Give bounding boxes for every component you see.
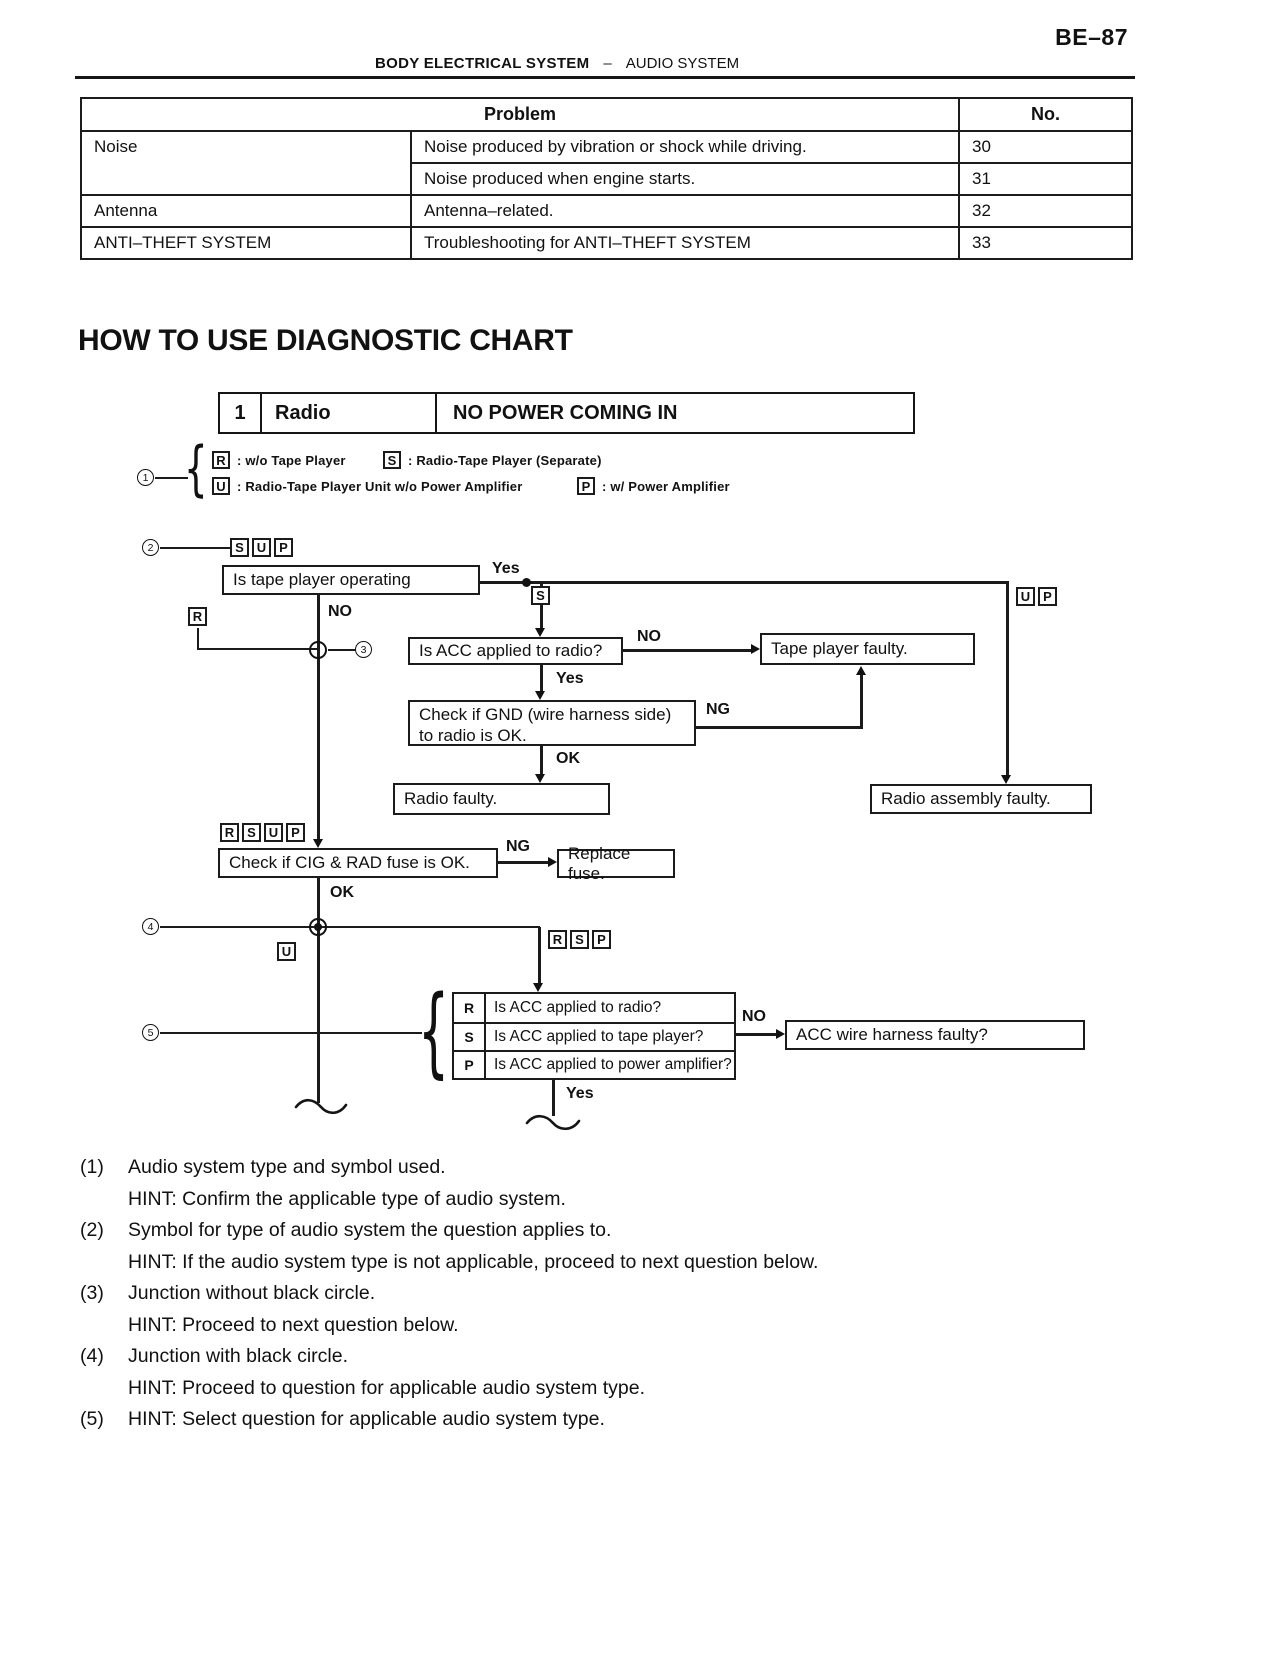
edge-label-yes: Yes: [492, 560, 520, 577]
callout-2: 2: [142, 539, 159, 556]
node-check-gnd-line2: to radio is OK.: [419, 726, 527, 745]
symbol-chip-u: U: [1016, 587, 1035, 606]
note-item: [80, 1404, 1210, 1436]
cell-no: 30: [959, 131, 1132, 163]
r-merge-line: [197, 648, 319, 650]
symbol-chip-s: S: [242, 823, 261, 842]
group-brace: {: [418, 975, 450, 1089]
running-header: [375, 55, 739, 72]
legend-label: : w/ Power Amplifier: [602, 479, 730, 494]
arrow-right-icon: [751, 644, 760, 654]
note-item: [80, 1278, 1210, 1310]
note-item: [80, 1215, 1210, 1247]
arrow-right-icon: [776, 1029, 785, 1039]
legend-brace: {: [184, 434, 208, 504]
yes-group-line: [552, 1080, 555, 1116]
r-stem-line: [197, 628, 199, 650]
chart-problem: NO POWER COMING IN: [453, 401, 678, 424]
up-branch-line: [1006, 581, 1009, 776]
edge-label-ng: NG: [506, 838, 530, 855]
note-hint: HINT: If the audio system type is not applicable, proceed to next question below.: [128, 1250, 819, 1273]
edge-label-yes: Yes: [566, 1085, 594, 1102]
node-group-questions: [452, 992, 736, 1080]
cell-category: Noise: [81, 131, 411, 195]
callout-3-line: [328, 649, 356, 651]
header-section: BODY ELECTRICAL SYSTEM: [375, 55, 590, 72]
edge-label-no: NO: [637, 628, 661, 645]
symbol-chip-p: P: [577, 477, 595, 495]
table-header-row: [81, 98, 1132, 131]
symbol-chip-u: U: [252, 538, 271, 557]
cell-description: Noise produced when engine starts.: [411, 163, 959, 195]
edge-label-ok: OK: [556, 750, 580, 767]
cell-no: 32: [959, 195, 1132, 227]
node-acc-radio: Is ACC applied to radio?: [408, 637, 623, 665]
symbol-chip-r: R: [548, 930, 567, 949]
note-number: (4): [80, 1345, 104, 1368]
no-branch-line: [317, 595, 320, 840]
page-number: BE–87: [1055, 24, 1128, 50]
arrow-down-icon: [535, 628, 545, 637]
note-hint: HINT: Proceed to next question below.: [128, 1313, 459, 1336]
legend-label: : Radio-Tape Player Unit w/o Power Amplifier: [237, 479, 523, 494]
arrow-up-icon: [856, 666, 866, 675]
edge-label-ng: NG: [706, 701, 730, 718]
no-group-line: [736, 1033, 778, 1036]
node-radio-faulty: Radio faulty.: [393, 783, 610, 815]
yes-acc-line: [540, 665, 543, 693]
cell-category: Antenna: [81, 195, 411, 227]
cell-no: 31: [959, 163, 1132, 195]
symbol-chip-u: U: [264, 823, 283, 842]
group-question: Is ACC applied to radio?: [494, 999, 662, 1016]
table-row: [81, 131, 1132, 163]
legend-label: : Radio-Tape Player (Separate): [408, 453, 602, 468]
note-number: (2): [80, 1219, 104, 1242]
junction-dot: [522, 578, 531, 587]
ng-fuse-line: [498, 861, 550, 864]
callout-5: 5: [142, 1024, 159, 1041]
table-row: [81, 195, 1132, 227]
group-row: [454, 1050, 734, 1078]
note-hint: HINT: Proceed to question for applicable audio system type.: [128, 1376, 646, 1399]
problem-table: [80, 97, 1133, 260]
arrow-down-icon: [313, 839, 323, 848]
node-tape-operating: Is tape player operating: [222, 565, 480, 595]
main-vertical-line: [317, 878, 320, 1103]
header-rule: [75, 76, 1135, 79]
callout-5-line: [160, 1032, 422, 1034]
col-header-problem: Problem: [81, 98, 959, 131]
node-check-fuse: Check if CIG & RAD fuse is OK.: [218, 848, 498, 878]
header-separator: –: [603, 55, 612, 72]
cell-description: Noise produced by vibration or shock while driving.: [411, 131, 959, 163]
rsp-branch-line: [538, 927, 541, 985]
col-header-no: No.: [959, 98, 1132, 131]
group-symbol-p: P: [454, 1052, 486, 1078]
section-title: HOW TO USE DIAGNOSTIC CHART: [78, 324, 573, 357]
node-replace-fuse: Replace fuse.: [557, 849, 675, 878]
edge-label-yes: Yes: [556, 670, 584, 687]
yes-line: [480, 581, 1008, 584]
edge-label-ok: OK: [330, 884, 354, 901]
callout-4-line: [160, 926, 540, 928]
note-item: [80, 1341, 1210, 1373]
symbol-chip-u: U: [277, 942, 296, 961]
symbol-chip-p: P: [1038, 587, 1057, 606]
note-text: Junction with black circle.: [128, 1345, 349, 1368]
cell-category: ANTI–THEFT SYSTEM: [81, 227, 411, 259]
cell-description: Troubleshooting for ANTI–THEFT SYSTEM: [411, 227, 959, 259]
chart-title-bar: [218, 392, 915, 434]
note-hint: HINT: Confirm the applicable type of audio system.: [128, 1187, 566, 1210]
junction-open: [309, 641, 327, 659]
callout-4: 4: [142, 918, 159, 935]
break-squiggle: [293, 1096, 349, 1116]
symbol-chip-u: U: [212, 477, 230, 495]
symbol-chip-r: R: [188, 607, 207, 626]
diagnostic-flowchart: [0, 390, 1280, 1152]
symbol-chip-s: S: [531, 586, 550, 605]
symbol-chip-p: P: [592, 930, 611, 949]
node-radio-assembly-faulty: Radio assembly faulty.: [870, 784, 1092, 814]
legend-label: : w/o Tape Player: [237, 453, 346, 468]
header-subsection: AUDIO SYSTEM: [625, 55, 740, 72]
note-text: Symbol for type of audio system the question applies to.: [128, 1219, 612, 1242]
symbol-chip-p: P: [274, 538, 293, 557]
no-acc-line: [623, 649, 753, 652]
symbol-chip-r: R: [220, 823, 239, 842]
node-acc-harness-faulty: ACC wire harness faulty?: [785, 1020, 1085, 1050]
callout-2-line: [160, 547, 230, 549]
notes-list: [80, 1152, 1210, 1436]
callout-3: 3: [355, 641, 372, 658]
edge-label-no: NO: [742, 1008, 766, 1025]
chart-system: Radio: [262, 394, 437, 432]
note-number: (3): [80, 1282, 104, 1305]
group-row: [454, 1022, 734, 1050]
break-squiggle: [524, 1112, 582, 1132]
symbol-chip-s: S: [570, 930, 589, 949]
cell-no: 33: [959, 227, 1132, 259]
ng-gnd-line-v: [860, 674, 863, 729]
symbol-chip-s: S: [230, 538, 249, 557]
ok-gnd-line: [540, 746, 543, 776]
group-symbol-s: S: [454, 1024, 486, 1050]
arrow-right-icon: [548, 857, 557, 867]
node-check-gnd-line1: Check if GND (wire harness side): [419, 705, 672, 724]
ng-gnd-line-h: [696, 726, 862, 729]
arrow-down-icon: [1001, 775, 1011, 784]
arrow-down-icon: [535, 774, 545, 783]
node-tape-faulty: Tape player faulty.: [760, 633, 975, 665]
symbol-chip-r: R: [212, 451, 230, 469]
group-row: [454, 994, 734, 1022]
symbol-chip-p: P: [286, 823, 305, 842]
note-text: HINT: Select question for applicable audio system type.: [128, 1408, 605, 1431]
callout-1: 1: [137, 469, 154, 486]
edge-label-no: NO: [328, 603, 352, 620]
group-question: Is ACC applied to tape player?: [494, 1028, 704, 1045]
arrow-down-icon: [533, 983, 543, 992]
table-row: [81, 227, 1132, 259]
note-text: Audio system type and symbol used.: [128, 1156, 446, 1179]
node-check-gnd: [408, 700, 696, 746]
chart-number: 1: [220, 394, 262, 432]
note-item: [80, 1152, 1210, 1184]
symbol-chip-s: S: [383, 451, 401, 469]
note-number: (5): [80, 1408, 104, 1431]
arrow-down-icon: [535, 691, 545, 700]
group-question: Is ACC applied to power amplifier?: [494, 1056, 732, 1073]
cell-description: Antenna–related.: [411, 195, 959, 227]
note-text: Junction without black circle.: [128, 1282, 376, 1305]
junction-filled-dot: [314, 923, 322, 931]
note-number: (1): [80, 1156, 104, 1179]
group-symbol-r: R: [454, 994, 486, 1022]
